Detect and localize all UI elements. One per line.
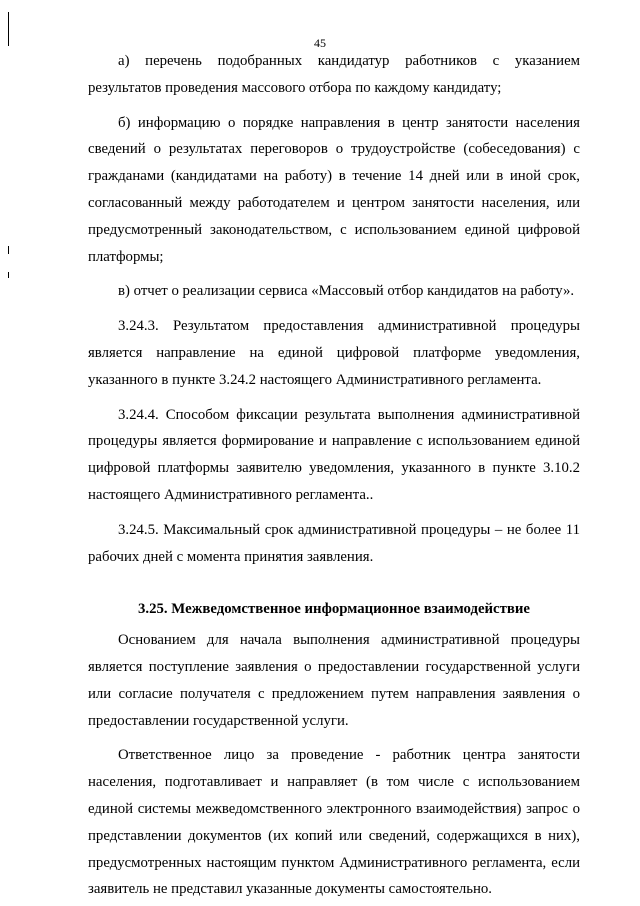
paragraph-3-24-3: 3.24.3. Результатом предоставления административной процедуры является направление на единой цифровой платформе уведомления, указанного в пункте 3.24.2 настоящего Административного регламента. [88,318,580,388]
paragraph-responsible: Ответственное лицо за проведение - работник центра занятости населения, подготавливает и направляет (в том числе с использованием единой системы межведомственного электронного взаимодействия) запрос о представлении документов (их копий или сведений, содержащихся в них), предусмотренных настоящим пунктом Административного регламента, если заявитель не представил указанные документы самостоятельно. [88,747,580,898]
paragraph-list-b: б) информацию о порядке направления в центр занятости населения сведений о результатах переговоров о трудоустройстве (собеседования) с гражданами (кандидатами на работу) в течение 14 дней или в иной срок, согласованный между работодателем и центром занятости населения, или предусмотренный законодательством, с использованием единой цифровой платформы; [88,114,580,265]
section-heading: 3.25. Межведомственное информационное взаимодействие [138,601,530,618]
page-number: 45 [314,36,326,50]
paragraph-3-24-4: 3.24.4. Способом фиксации результата выполнения административной процедуры является формирование и направление с использованием единой цифровой платформы заявителю уведомления, указанного в пункте 3.10.2 настоящего Административного регламента.. [88,406,580,503]
scan-margin-mark [8,272,9,278]
paragraph-list-v: в) отчет о реализации сервиса «Массовый отбор кандидатов на работу». [118,283,575,300]
paragraph-basis: Основанием для начала выполнения административной процедуры является поступление заявления о предоставлении государственной услуги или согласие получателя с предложением путем направления заявления о предоставлении государственной услуги. [88,632,580,729]
scan-margin-mark [8,246,9,254]
document-body [88,48,580,903]
paragraph-3-24-5: 3.24.5. Максимальный срок административной процедуры – не более 11 рабочих дней с момента принятия заявления. [88,521,580,565]
paragraph-list-a: а) перечень подобранных кандидатур работников с указанием результатов проведения массового отбора по каждому кандидату; [88,53,580,96]
